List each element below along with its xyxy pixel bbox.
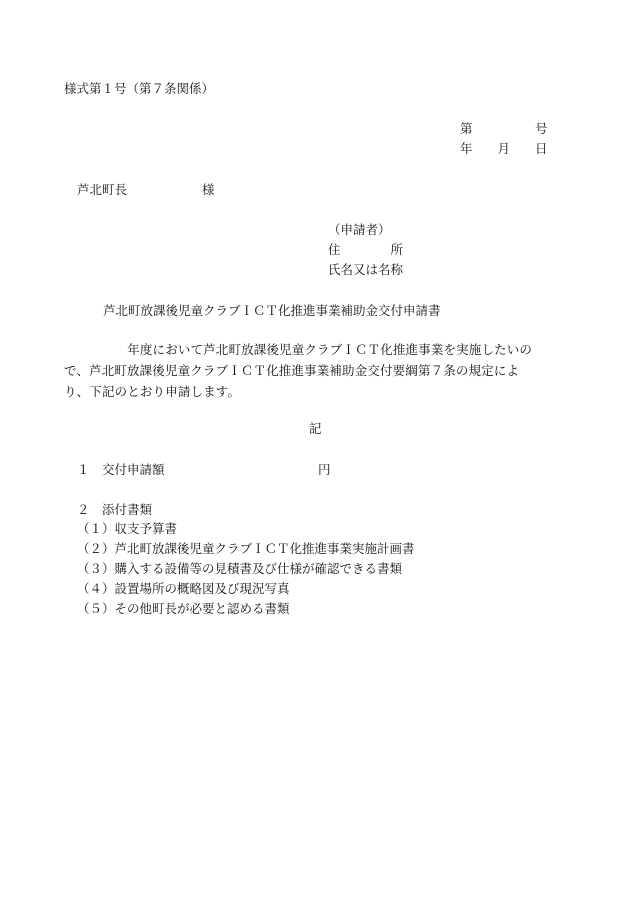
attachment-item: （１）収支予算書 [77,521,178,536]
body-line: で、芦北町放課後児童クラブＩＣＴ化推進事業補助金交付要綱第７条の規定によ [64,363,520,378]
attachment-item: （４）設置場所の概略図及び現況写真 [77,581,290,596]
attachment-item: （３）購入する設備等の見積書及び仕様が確認できる書類 [77,561,403,576]
addressee: 芦北町長 様 [77,182,215,197]
date-label: 年 月 日 [460,141,548,156]
item2-label: ２ 添付書類 [77,502,153,517]
document-number-label: 第 号 [460,121,548,136]
body-paragraph [64,339,568,402]
item1-label: １ 交付申請額 [77,462,165,477]
item1-unit: 円 [318,462,331,477]
applicant-heading: （申請者） [328,222,391,237]
applicant-name-label: 氏名又は名称 [328,262,404,277]
attachment-item: （２）芦北町放課後児童クラブＩＣＴ化推進事業実施計画書 [77,541,415,556]
applicant-address-label: 住 所 [328,242,404,257]
form-number-title: 様式第１号（第７条関係） [64,81,215,96]
attachment-item: （５）その他町長が必要と認める書類 [77,601,290,616]
ki-marker: 記 [309,421,322,436]
document-title: 芦北町放課後児童クラブＩＣＴ化推進事業補助金交付申請書 [103,303,441,318]
body-line: 年度において芦北町放課後児童クラブＩＣＴ化推進事業を実施したいの [64,342,533,357]
body-line: り、下記のとおり申請します。 [64,384,241,399]
